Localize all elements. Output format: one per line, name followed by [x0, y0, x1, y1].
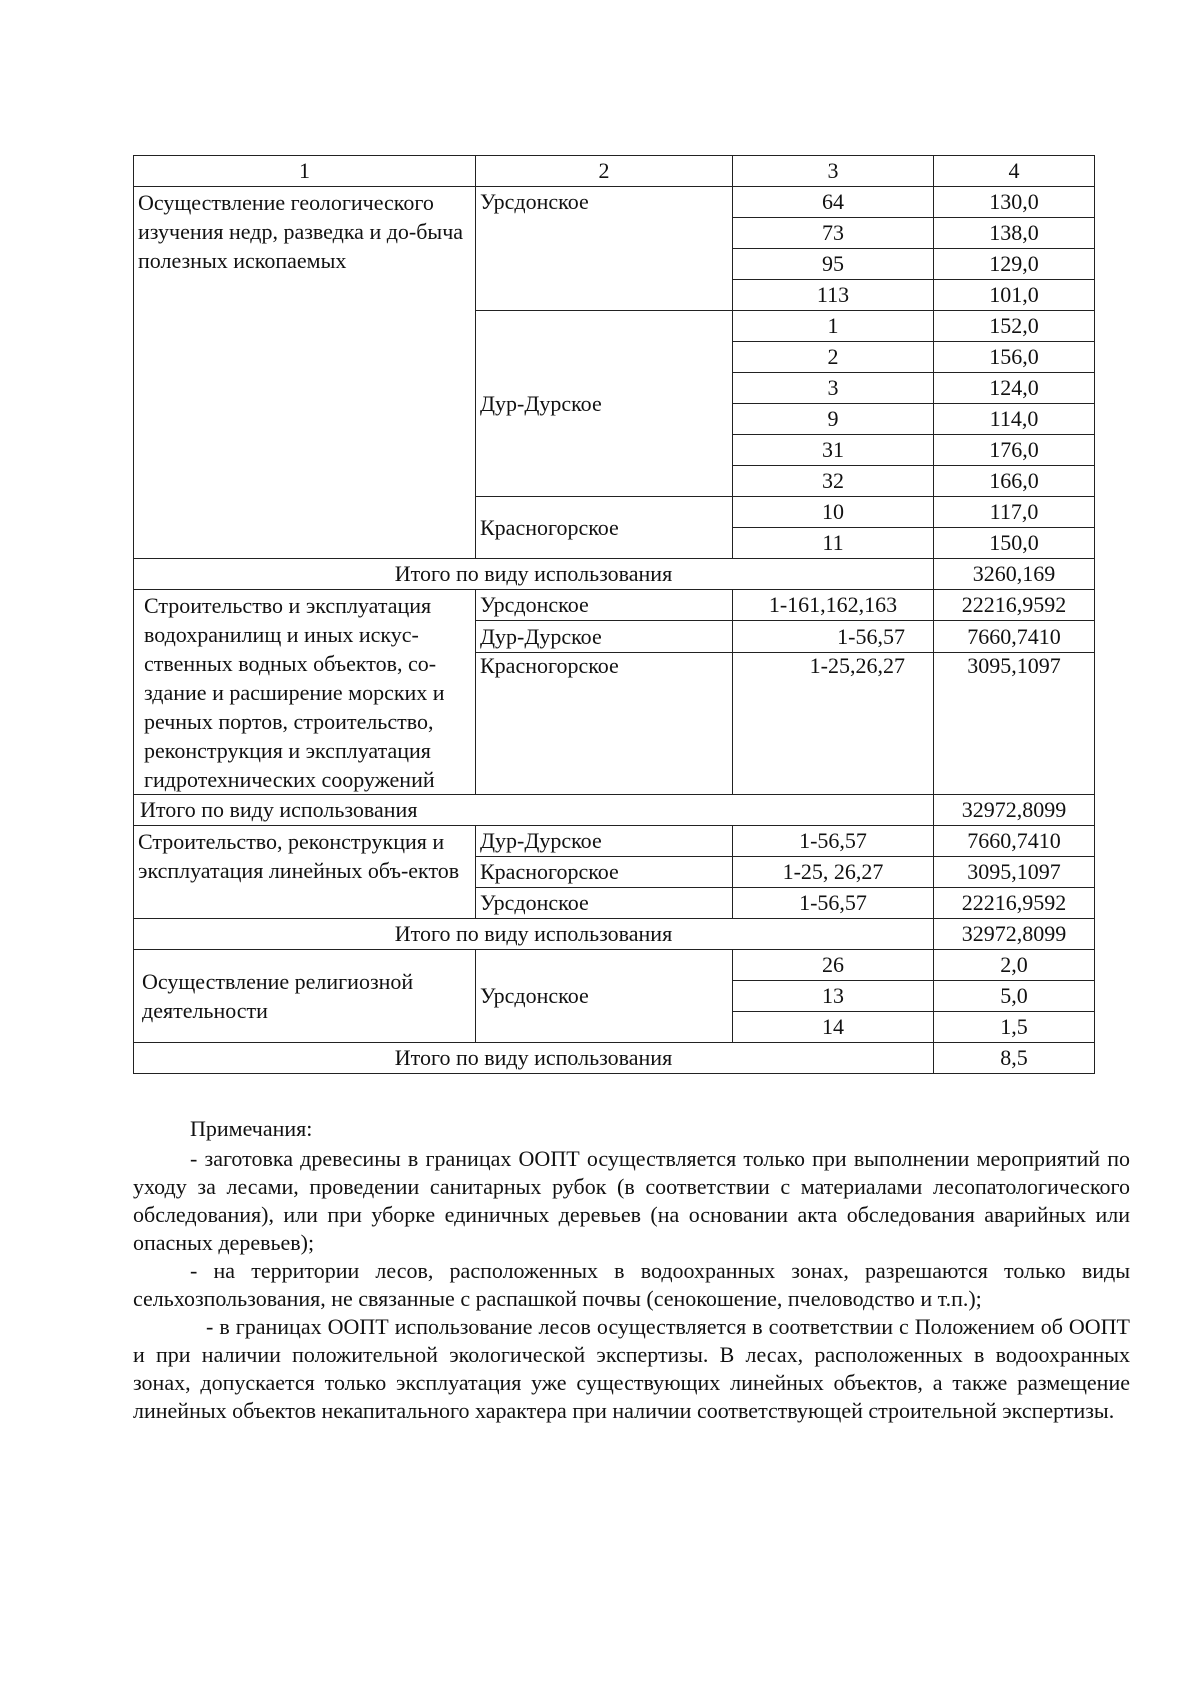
area-cell: 114,0 [934, 404, 1095, 435]
area-cell: 1,5 [934, 1012, 1095, 1043]
quarter-cell: 95 [733, 249, 934, 280]
zone-cell: Красногорское [476, 497, 733, 559]
table-row [134, 187, 1095, 218]
table-row [134, 826, 1095, 857]
area-cell: 22216,9592 [934, 888, 1095, 919]
table-header-row [134, 156, 1095, 187]
zone-cell: Красногорское [476, 857, 733, 888]
total-label: Итого по виду использования [134, 559, 934, 590]
area-cell: 101,0 [934, 280, 1095, 311]
quarter-cell: 1-56,57 [733, 621, 934, 652]
quarter-cell: 1-25, 26,27 [733, 857, 934, 888]
area-cell: 3095,1097 [934, 857, 1095, 888]
quarter-cell: 2 [733, 342, 934, 373]
total-label: Итого по виду использования [134, 795, 934, 826]
area-cell: 7660,7410 [934, 621, 1095, 652]
quarter-cell: 1-25,26,27 [733, 652, 934, 794]
zone-cell: Урсдонское [476, 590, 733, 621]
header-cell: 4 [934, 156, 1095, 187]
note-item: - заготовка древесины в границах ООПТ осуществляется только при выполнении мероприятий по уходу за лесами, проведении санитарных рубок (в соответствии с материалами лесопатологического обследования), или при уборке единичных деревьев (на основании акта обследования аварийных или опасных деревьев); [133, 1146, 1130, 1255]
total-value: 8,5 [934, 1043, 1095, 1074]
area-cell: 2,0 [934, 950, 1095, 981]
area-cell: 130,0 [934, 187, 1095, 218]
notes-section [133, 1115, 1130, 1425]
zone-cell: Дур-Дурское [476, 311, 733, 497]
category-cell: Осуществление геологического изучения недр, разведка и до-быча полезных ископаемых [134, 187, 476, 559]
forest-use-table [133, 155, 1095, 1074]
area-cell: 7660,7410 [934, 826, 1095, 857]
quarter-cell: 13 [733, 981, 934, 1012]
quarter-cell: 3 [733, 373, 934, 404]
quarter-cell: 1 [733, 311, 934, 342]
table-row [134, 590, 1095, 621]
total-row [134, 795, 1095, 826]
area-cell: 3095,1097 [934, 652, 1095, 794]
note-item: - на территории лесов, расположенных в водоохранных зонах, разрешаются только виды сельхозпользования, не связанные с распашкой почвы (сенокошение, пчеловодство и т.п.); [133, 1258, 1130, 1311]
quarter-cell: 64 [733, 187, 934, 218]
header-cell: 2 [476, 156, 733, 187]
quarter-cell: 10 [733, 497, 934, 528]
quarter-cell: 26 [733, 950, 934, 981]
total-label: Итого по виду использования [134, 919, 934, 950]
area-cell: 156,0 [934, 342, 1095, 373]
zone-cell: Дур-Дурское [476, 826, 733, 857]
quarter-cell: 113 [733, 280, 934, 311]
total-value: 32972,8099 [934, 919, 1095, 950]
quarter-cell: 31 [733, 435, 934, 466]
area-cell: 166,0 [934, 466, 1095, 497]
area-cell: 152,0 [934, 311, 1095, 342]
zone-cell: Красногорское [476, 652, 733, 794]
notes-heading: Примечания: [190, 1116, 313, 1141]
total-label: Итого по виду использования [134, 1043, 934, 1074]
area-cell: 176,0 [934, 435, 1095, 466]
zone-cell: Урсдонское [476, 950, 733, 1043]
header-cell: 1 [134, 156, 476, 187]
total-row [134, 559, 1095, 590]
total-row [134, 1043, 1095, 1074]
quarter-cell: 11 [733, 528, 934, 559]
area-cell: 138,0 [934, 218, 1095, 249]
table-row [134, 950, 1095, 981]
total-row [134, 919, 1095, 950]
area-cell: 150,0 [934, 528, 1095, 559]
total-value: 32972,8099 [934, 795, 1095, 826]
zone-cell: Дур-Дурское [476, 621, 733, 652]
quarter-cell: 32 [733, 466, 934, 497]
area-cell: 129,0 [934, 249, 1095, 280]
header-cell: 3 [733, 156, 934, 187]
quarter-cell: 73 [733, 218, 934, 249]
area-cell: 22216,9592 [934, 590, 1095, 621]
total-value: 3260,169 [934, 559, 1095, 590]
category-cell: Строительство и эксплуатация водохранилищ и иных искус-ственных водных объектов, со-здание и расширение морских и речных портов, строительство, реконструкция и эксплуатация гидротехнических сооружений [134, 590, 476, 795]
quarter-cell: 1-161,162,163 [733, 590, 934, 621]
area-cell: 5,0 [934, 981, 1095, 1012]
zone-cell: Урсдонское [476, 888, 733, 919]
quarter-cell: 9 [733, 404, 934, 435]
quarter-cell: 1-56,57 [733, 888, 934, 919]
note-item: - в границах ООПТ использование лесов осуществляется в соответствии с Положением об ООПТ и при наличии положительной экологической экспертизы. В лесах, расположенных в водоохранных зонах, допускается только эксплуатация уже существующих линейных объектов, а также размещение линейных объектов некапитального характера при наличии соответствующей строительной экспертизы. [133, 1314, 1130, 1423]
quarter-cell: 14 [733, 1012, 934, 1043]
zone-cell: Урсдонское [476, 187, 733, 311]
category-cell: Осуществление религиозной деятельности [134, 950, 476, 1043]
area-cell: 117,0 [934, 497, 1095, 528]
area-cell: 124,0 [934, 373, 1095, 404]
quarter-cell: 1-56,57 [733, 826, 934, 857]
category-cell: Строительство, реконструкция и эксплуатация линейных объ-ектов [134, 826, 476, 919]
